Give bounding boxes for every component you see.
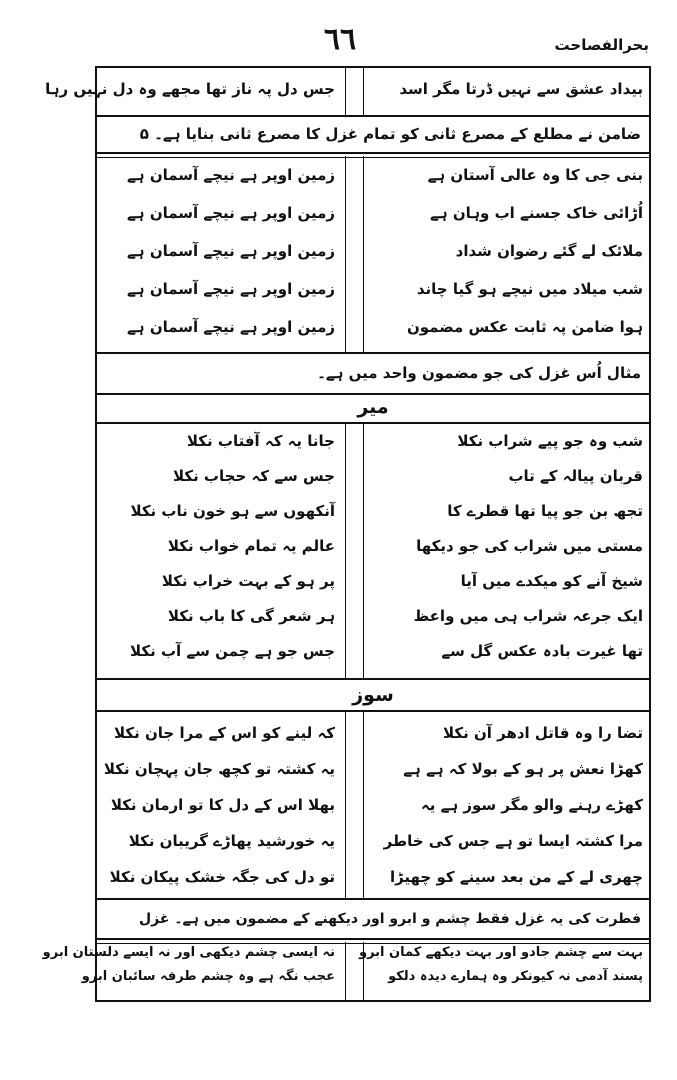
section-title: میر — [357, 396, 389, 418]
ghazal-1-right — [366, 156, 651, 352]
couplet-row-bottom — [42, 942, 651, 1000]
verse-line: زمین اوپر ہے نیچے آسمان ہے — [127, 166, 335, 184]
verse-line: تضا را وہ قاتل ادھر آن نکلا — [442, 724, 643, 742]
verse-line: بہت سے چشم جادو اور بہت دیکھے کمان ابرو — [358, 945, 643, 960]
verse-line: بھلا اس کے دل کا تو ارمان نکلا — [110, 796, 335, 814]
verse-line: تجھ بن جو پیا تھا قطرے کا — [447, 502, 643, 520]
verse-line: تھا غیرت بادہ عکس گل سے — [441, 642, 643, 660]
couplet-left — [42, 942, 345, 1000]
verse-line: یہ خورشید پھاڑے گریبان نکلا — [128, 832, 335, 850]
verse-line: جس دل پہ ناز تھا مجھے وہ دل نہیں رہا — [45, 80, 335, 98]
verse-line: پر ہو کے بہت خراب نکلا — [161, 572, 335, 590]
note-row — [95, 117, 651, 152]
couplet-row-top — [45, 68, 651, 115]
verse-line: جانا یہ کہ آفتاب نکلا — [186, 432, 335, 450]
section-header-mir — [95, 392, 651, 423]
column-divider — [345, 942, 346, 1000]
couplet-right — [366, 68, 651, 115]
verse-line: تو دل کی جگہ خشک پیکان نکلا — [109, 868, 335, 886]
verse-line: آنکھوں سے ہو خون ناب نکلا — [130, 502, 335, 520]
ghazal-mir-right — [366, 424, 651, 678]
column-divider — [345, 424, 346, 678]
column-divider — [363, 156, 364, 352]
verse-line: اُڑائی خاک جسنے اب وہان ہے — [430, 204, 643, 222]
verse-line: ہر شعر گی کا باب نکلا — [167, 607, 335, 625]
verse-line: بنی جی کا وہ عالی آستان ہے — [427, 166, 643, 184]
verse-line: زمین اوپر ہے نیچے آسمان ہے — [127, 318, 335, 336]
verse-line: بیداد عشق سے نہیں ڈرتا مگر اسد — [399, 80, 643, 98]
ghazal-mir-left — [95, 424, 345, 678]
verse-line: کہ لینے کو اس کے مرا جان نکلا — [114, 724, 335, 742]
verse-line: شیخ آنے کو میکدے میں آیا — [460, 572, 643, 590]
ghazal-sauda-right — [366, 712, 651, 898]
note-row — [95, 354, 651, 393]
column-divider — [345, 156, 346, 352]
verse-line: ایک جرعہ شراب ہی میں واعظ — [413, 607, 643, 625]
note-text: فطرت کی یہ غزل فقط چشم و ابرو اور دیکھنے کے مضمون میں ہے۔ غزل — [139, 911, 641, 927]
verse-line: جس سے کہ حجاب نکلا — [172, 467, 335, 485]
section-header-sauda — [95, 680, 651, 710]
page-header — [0, 0, 677, 70]
column-divider — [363, 424, 364, 678]
couplet-right — [358, 942, 651, 1000]
ghazal-sauda-left — [95, 712, 345, 898]
verse-line: نہ ایسی چشم دیکھی اور نہ ایسے دلستان ابرو — [42, 945, 335, 960]
verse-line: زمین اوپر ہے نیچے آسمان ہے — [127, 242, 335, 260]
verse-line: مرا کشتہ ایسا تو ہے جس کی خاطر — [383, 832, 643, 850]
verse-line: کھڑا نعش پر ہو کے بولا کہ ہے ہے — [403, 760, 643, 778]
verse-line: شب میلاد میں نیچے ہو گیا چاند — [416, 280, 643, 298]
verse-line: یہ کشتہ تو کچھ جان پہچان نکلا — [103, 760, 335, 778]
ghazal-block-mir — [95, 424, 651, 678]
column-divider — [345, 68, 346, 115]
page-number: ٦٦ — [323, 22, 357, 57]
verse-line: زمین اوپر ہے نیچے آسمان ہے — [127, 280, 335, 298]
book-title: بحرالفصاحت — [554, 36, 649, 54]
ghazal-1-left — [95, 156, 345, 352]
verse-line: قربان پیالہ کے تاب — [508, 467, 643, 485]
verse-line: ملائک لے گئے رضوان شداد — [455, 242, 643, 260]
note-text: مثال اُس غزل کی جو مضمون واحد میں ہے۔ — [317, 364, 641, 382]
verse-line: عجب نگہ ہے وہ چشم طرفہ سائبان ابرو — [81, 969, 335, 984]
verse-line: جس جو ہے چمن سے آب نکلا — [129, 642, 335, 660]
verse-line: ہوا ضامن پہ ثابت عکس مضمون — [406, 318, 643, 336]
verse-line: عالم یہ تمام خواب نکلا — [167, 537, 335, 555]
section-title: سوز — [352, 684, 394, 706]
verse-line: شب وہ جو پیے شراب نکلا — [457, 432, 643, 450]
verse-line: مستی میں شراب کی جو دیکھا — [416, 537, 643, 555]
note-text: ضامن نے مطلع کے مصرع ثانی کو تمام غزل کا مصرع ثانی بنایا ہے۔ ۵ — [139, 125, 641, 143]
ghazal-block-sauda — [95, 712, 651, 898]
note-row — [95, 900, 651, 938]
column-divider — [363, 712, 364, 898]
verse-line: زمین اوپر ہے نیچے آسمان ہے — [127, 204, 335, 222]
verse-line: پسند آدمی نہ کیونکر وہ ہمارے دیدہ دلکو — [388, 969, 643, 984]
rule-bottom — [95, 1000, 651, 1002]
ghazal-block-1 — [95, 156, 651, 352]
verse-line: کھڑے رہنے والو مگر سوز ہے یہ — [420, 796, 643, 814]
column-divider — [345, 712, 346, 898]
couplet-left — [45, 68, 345, 115]
verse-line: چھری لے کے من بعد سینے کو چھیڑا — [389, 868, 643, 886]
column-divider — [363, 68, 364, 115]
